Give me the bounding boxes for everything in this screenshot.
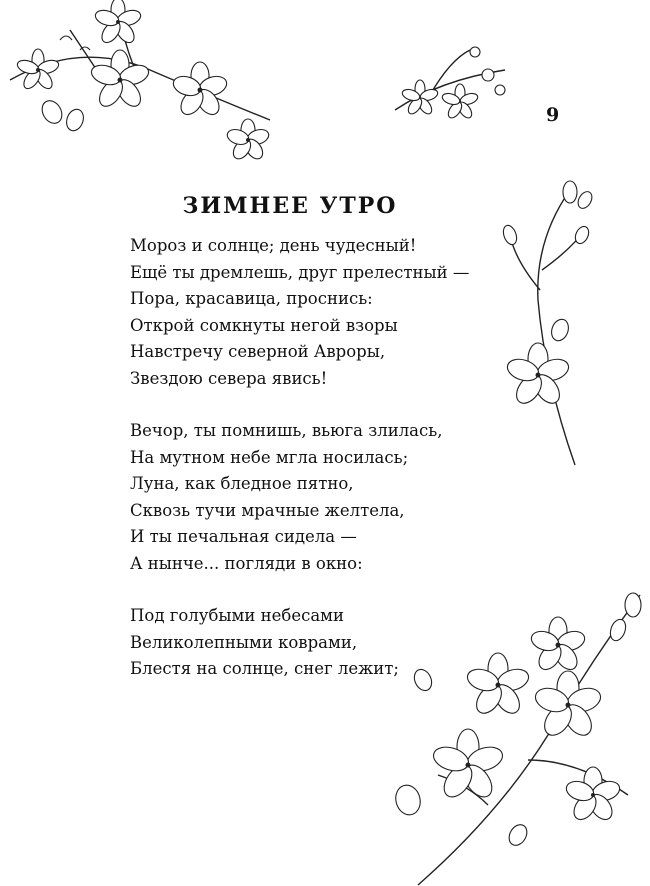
page-number: 9 xyxy=(546,104,560,126)
poem-line: Вечор, ты помнишь, вьюга злилась, xyxy=(130,421,443,441)
poem-line: Сквозь тучи мрачные желтела, xyxy=(130,500,405,520)
poem-line: Навстречу северной Авроры, xyxy=(130,342,386,362)
poem-line: Пора, красавица, проснись: xyxy=(130,289,373,309)
cherry-blossom-branch-icon xyxy=(0,0,280,170)
poem-line: Блестя на солнце, снег лежит; xyxy=(130,659,399,679)
poem-line: Звездою севера явись! xyxy=(130,368,328,388)
poem-line: И ты печальная сидела — xyxy=(130,527,357,547)
poem-line: Ещё ты дремлешь, друг прелестный — xyxy=(130,262,470,282)
stanza xyxy=(130,233,490,393)
cherry-blossom-twig-icon xyxy=(490,180,620,470)
poem-line: Луна, как бледное пятно, xyxy=(130,474,354,494)
poem-line: А нынче... погляди в окно: xyxy=(130,554,363,574)
poem-line: Под голубыми небесами xyxy=(130,606,345,626)
cherry-blossom-sprig-icon xyxy=(390,40,510,135)
cherry-blossom-cluster-icon xyxy=(378,585,650,886)
stanza xyxy=(130,418,490,578)
poem-line: Мороз и солнце; день чудесный! xyxy=(130,236,417,255)
poem-line: Открой сомкнуты негой взоры xyxy=(130,315,398,335)
poem-line: На мутном небе мгла носилась; xyxy=(130,447,409,467)
poem-title: ЗИМНЕЕ УТРО xyxy=(182,193,398,219)
poem-line: Великолепными коврами, xyxy=(130,632,358,652)
